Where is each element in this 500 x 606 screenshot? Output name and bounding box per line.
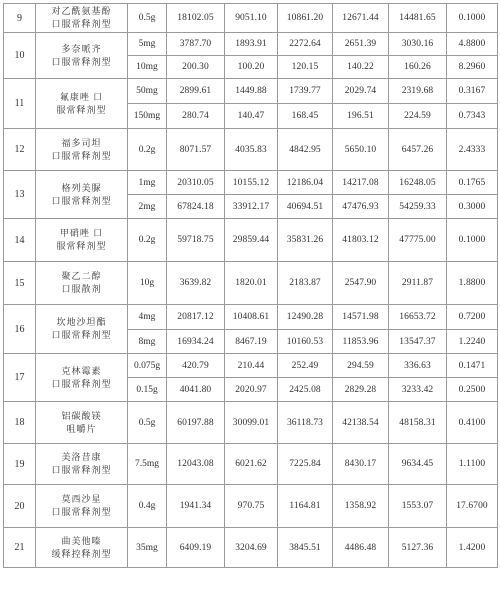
value-cell: 59718.75 — [167, 219, 225, 262]
drug-name-line: 铝碳酸镁 — [61, 410, 102, 421]
value-cell: 2029.74 — [333, 79, 389, 104]
value-cell: 35831.26 — [278, 219, 333, 262]
row-number: 14 — [4, 219, 36, 262]
table-row — [4, 171, 498, 195]
value-cell: 20310.05 — [167, 171, 225, 195]
value-cell: 12043.08 — [167, 444, 225, 485]
spec-cell: 1mg — [128, 171, 167, 195]
value-cell: 42138.54 — [333, 402, 389, 444]
row-number: 19 — [4, 444, 36, 485]
value-cell: 12490.28 — [278, 305, 333, 330]
row-number: 18 — [4, 402, 36, 444]
value-cell: 280.74 — [167, 104, 225, 129]
value-cell: 210.44 — [225, 354, 278, 378]
value-cell: 30099.01 — [225, 402, 278, 444]
table-row — [4, 402, 498, 444]
table-row — [4, 528, 498, 568]
value-cell: 10408.61 — [225, 305, 278, 330]
value-cell: 8467.19 — [225, 330, 278, 354]
drug-name-line: 美洛昔康 — [61, 452, 102, 462]
spec-cell: 2mg — [128, 195, 167, 219]
row-number: 16 — [4, 305, 36, 354]
value-cell: 0.1000 — [447, 219, 498, 262]
value-cell: 1893.91 — [225, 33, 278, 56]
table-row — [4, 79, 498, 104]
value-cell: 140.22 — [333, 56, 389, 79]
value-cell: 8071.57 — [167, 129, 225, 171]
drug-name-line: 口服散剂 — [61, 284, 102, 294]
row-number: 11 — [4, 79, 36, 129]
table-row — [4, 305, 498, 330]
value-cell: 100.20 — [225, 56, 278, 79]
value-cell: 8.2960 — [447, 56, 498, 79]
value-cell: 2829.28 — [333, 378, 389, 402]
value-cell: 336.63 — [389, 354, 447, 378]
value-cell: 10861.20 — [278, 4, 333, 33]
spec-cell: 150mg — [128, 104, 167, 129]
value-cell: 2.4333 — [447, 129, 498, 171]
value-cell: 16934.24 — [167, 330, 225, 354]
spec-cell: 0.5g — [128, 4, 167, 33]
drug-name-cell — [36, 485, 128, 528]
value-cell: 1.8800 — [447, 262, 498, 305]
value-cell: 970.75 — [225, 485, 278, 528]
value-cell: 67824.18 — [167, 195, 225, 219]
value-cell: 3233.42 — [389, 378, 447, 402]
value-cell: 224.59 — [389, 104, 447, 129]
drug-name-line: 口服常释剂型 — [51, 465, 112, 475]
value-cell: 4.8800 — [447, 33, 498, 56]
drug-name-line: 咀嚼片 — [66, 423, 97, 434]
value-cell: 0.3000 — [447, 195, 498, 219]
value-cell: 12671.44 — [333, 4, 389, 33]
spec-cell: 5mg — [128, 33, 167, 56]
value-cell: 2911.87 — [389, 262, 447, 305]
value-cell: 0.3167 — [447, 79, 498, 104]
value-cell: 1941.34 — [167, 485, 225, 528]
table-body — [4, 4, 498, 568]
spec-cell: 10mg — [128, 56, 167, 79]
drug-name-cell — [36, 79, 128, 129]
value-cell: 47476.93 — [333, 195, 389, 219]
drug-name-line: 服常释剂型 — [56, 241, 107, 251]
drug-name-line: 福多司坦 — [61, 137, 102, 148]
value-cell: 120.15 — [278, 56, 333, 79]
value-cell: 14481.65 — [389, 4, 447, 33]
value-cell: 0.2500 — [447, 378, 498, 402]
value-cell: 2272.64 — [278, 33, 333, 56]
value-cell: 10155.12 — [225, 171, 278, 195]
value-cell: 1820.01 — [225, 262, 278, 305]
drug-name-cell — [36, 305, 128, 354]
table-row — [4, 262, 498, 305]
drug-name-cell — [36, 444, 128, 485]
value-cell: 1553.07 — [389, 485, 447, 528]
drug-name-line: 莫西沙星 — [61, 494, 102, 504]
value-cell: 1.4200 — [447, 528, 498, 568]
drug-name-cell — [36, 528, 128, 568]
value-cell: 47775.00 — [389, 219, 447, 262]
value-cell: 3204.69 — [225, 528, 278, 568]
row-number: 21 — [4, 528, 36, 568]
spec-cell: 10g — [128, 262, 167, 305]
value-cell: 4842.95 — [278, 129, 333, 171]
row-number: 13 — [4, 171, 36, 219]
value-cell: 16248.05 — [389, 171, 447, 195]
value-cell: 29859.44 — [225, 219, 278, 262]
table-row — [4, 444, 498, 485]
value-cell: 14571.98 — [333, 305, 389, 330]
value-cell: 12186.04 — [278, 171, 333, 195]
value-cell: 2183.87 — [278, 262, 333, 305]
value-cell: 140.47 — [225, 104, 278, 129]
row-number: 17 — [4, 354, 36, 402]
drug-name-line: 多奈哌齐 — [61, 43, 102, 54]
drug-name-line: 甲硝唑 口 — [59, 228, 104, 238]
value-cell: 252.49 — [278, 354, 333, 378]
table-row — [4, 219, 498, 262]
value-cell: 17.6700 — [447, 485, 498, 528]
drug-name-cell — [36, 33, 128, 79]
spec-cell: 0.075g — [128, 354, 167, 378]
spec-cell: 35mg — [128, 528, 167, 568]
drug-name-line: 口服常释剂型 — [51, 507, 112, 517]
drug-name-line: 格列美脲 — [61, 182, 102, 193]
value-cell: 6409.19 — [167, 528, 225, 568]
value-cell: 1358.92 — [333, 485, 389, 528]
drug-name-line: 口服常释剂型 — [51, 195, 112, 206]
drug-name-line: 口服常释剂型 — [51, 150, 112, 161]
value-cell: 2020.97 — [225, 378, 278, 402]
row-number: 20 — [4, 485, 36, 528]
row-number: 12 — [4, 129, 36, 171]
value-cell: 13547.37 — [389, 330, 447, 354]
value-cell: 200.30 — [167, 56, 225, 79]
table-row — [4, 33, 498, 56]
value-cell: 7225.84 — [278, 444, 333, 485]
drug-name-line: 聚乙二醇 — [61, 271, 102, 281]
drug-name-line: 口服常释剂型 — [51, 56, 112, 67]
value-cell: 2899.61 — [167, 79, 225, 104]
spec-cell: 0.4g — [128, 485, 167, 528]
drug-name-cell — [36, 219, 128, 262]
spec-cell: 0.2g — [128, 129, 167, 171]
value-cell: 2651.39 — [333, 33, 389, 56]
value-cell: 40694.51 — [278, 195, 333, 219]
value-cell: 9051.10 — [225, 4, 278, 33]
drug-name-cell — [36, 354, 128, 402]
value-cell: 2319.68 — [389, 79, 447, 104]
drug-name-line: 口服常释剂型 — [51, 19, 112, 29]
value-cell: 6021.62 — [225, 444, 278, 485]
row-number: 10 — [4, 33, 36, 79]
drug-name-line: 克林霉素 — [61, 365, 102, 376]
drug-name-line: 曲美他嗪 — [61, 535, 102, 546]
value-cell: 2547.90 — [333, 262, 389, 305]
table-row — [4, 354, 498, 378]
value-cell: 3639.82 — [167, 262, 225, 305]
drug-name-cell — [36, 402, 128, 444]
table-row — [4, 4, 498, 33]
value-cell: 1449.88 — [225, 79, 278, 104]
spec-cell: 8mg — [128, 330, 167, 354]
drug-name-cell — [36, 171, 128, 219]
value-cell: 0.1471 — [447, 354, 498, 378]
value-cell: 14217.08 — [333, 171, 389, 195]
value-cell: 5650.10 — [333, 129, 389, 171]
value-cell: 0.1000 — [447, 4, 498, 33]
value-cell: 54259.33 — [389, 195, 447, 219]
drug-name-line: 氟康唑 口 — [59, 91, 104, 102]
row-number: 15 — [4, 262, 36, 305]
drug-name-line: 口服常释剂型 — [51, 330, 112, 340]
spec-cell: 4mg — [128, 305, 167, 330]
value-cell: 2425.08 — [278, 378, 333, 402]
value-cell: 5127.36 — [389, 528, 447, 568]
value-cell: 4035.83 — [225, 129, 278, 171]
value-cell: 33912.17 — [225, 195, 278, 219]
value-cell: 4041.80 — [167, 378, 225, 402]
value-cell: 60197.88 — [167, 402, 225, 444]
value-cell: 41803.12 — [333, 219, 389, 262]
drug-name-line: 服常释剂型 — [56, 104, 107, 115]
spec-cell: 0.2g — [128, 219, 167, 262]
drug-name-line: 对乙酰氨基酚 — [51, 6, 112, 16]
spec-cell: 0.5g — [128, 402, 167, 444]
value-cell: 3845.51 — [278, 528, 333, 568]
value-cell: 0.7343 — [447, 104, 498, 129]
value-cell: 0.1765 — [447, 171, 498, 195]
value-cell: 168.45 — [278, 104, 333, 129]
value-cell: 8430.17 — [333, 444, 389, 485]
drug-price-table — [3, 3, 498, 568]
row-number: 9 — [4, 4, 36, 33]
value-cell: 20817.12 — [167, 305, 225, 330]
value-cell: 11853.96 — [333, 330, 389, 354]
value-cell: 10160.53 — [278, 330, 333, 354]
table-row — [4, 129, 498, 171]
value-cell: 294.59 — [333, 354, 389, 378]
drug-name-line: 缓释控释剂型 — [51, 548, 112, 559]
value-cell: 0.7200 — [447, 305, 498, 330]
value-cell: 1.2240 — [447, 330, 498, 354]
drug-name-line: 口服常释剂型 — [51, 378, 112, 389]
drug-name-cell — [36, 262, 128, 305]
value-cell: 160.26 — [389, 56, 447, 79]
value-cell: 9634.45 — [389, 444, 447, 485]
value-cell: 3787.70 — [167, 33, 225, 56]
spec-cell: 0.15g — [128, 378, 167, 402]
value-cell: 3030.16 — [389, 33, 447, 56]
value-cell: 1739.77 — [278, 79, 333, 104]
table-row — [4, 485, 498, 528]
drug-name-cell — [36, 129, 128, 171]
value-cell: 196.51 — [333, 104, 389, 129]
value-cell: 0.4100 — [447, 402, 498, 444]
spec-cell: 7.5mg — [128, 444, 167, 485]
value-cell: 18102.05 — [167, 4, 225, 33]
value-cell: 420.79 — [167, 354, 225, 378]
value-cell: 6457.26 — [389, 129, 447, 171]
value-cell: 1164.81 — [278, 485, 333, 528]
drug-name-cell — [36, 4, 128, 33]
drug-name-line: 坎地沙坦酯 — [56, 317, 107, 327]
spec-cell: 50mg — [128, 79, 167, 104]
value-cell: 4486.48 — [333, 528, 389, 568]
value-cell: 36118.73 — [278, 402, 333, 444]
value-cell: 48158.31 — [389, 402, 447, 444]
value-cell: 1.1100 — [447, 444, 498, 485]
value-cell: 16653.72 — [389, 305, 447, 330]
